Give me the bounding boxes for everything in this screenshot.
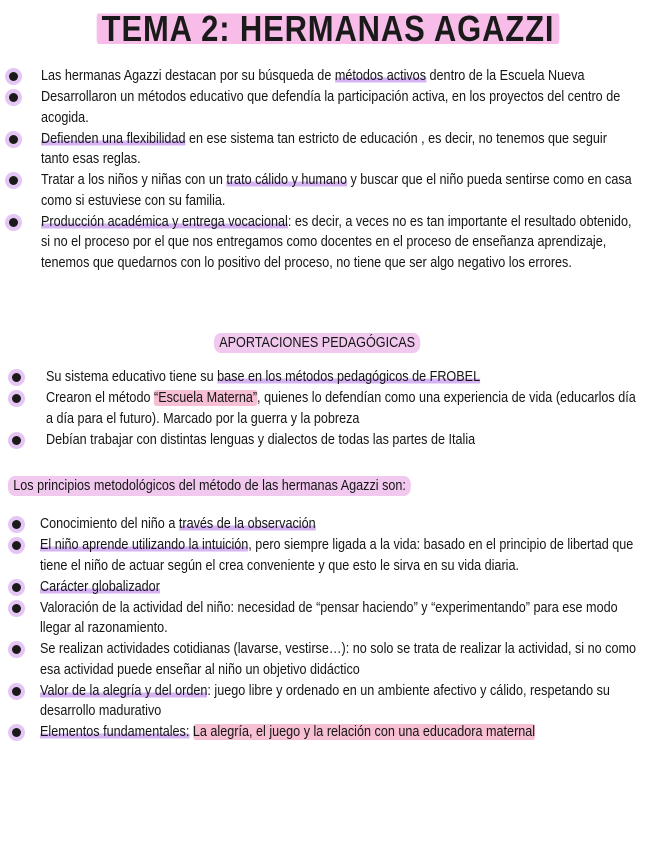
bullet-icon <box>12 645 21 654</box>
list-item <box>0 598 636 639</box>
text-segment: : juego libre y ordenado en un ambiente afectivo y cálido, respetando su desarrollo madurativo <box>40 682 610 719</box>
list-item-text <box>41 66 635 87</box>
text-segment: Debían trabajar con distintas lenguas y dialectos de todas las partes de Italia <box>46 431 476 448</box>
text-segment: Conocimiento del niño a <box>40 516 179 532</box>
bullet-icon <box>9 135 18 144</box>
bullet-icon <box>12 520 21 529</box>
list-item-text <box>41 129 635 170</box>
principles-heading: Los principios metodológicos del método de las hermanas Agazzi son: <box>8 476 411 496</box>
list-item-text <box>40 535 636 576</box>
highlighted-text: Valor de la alegría y del orden <box>40 682 208 699</box>
highlighted-text: Defienden una flexibilidad <box>41 130 186 147</box>
list-item <box>0 170 635 211</box>
list-item-text <box>40 639 636 680</box>
list-item <box>0 388 636 429</box>
highlighted-text: métodos activos <box>334 68 427 84</box>
list-item <box>0 514 636 535</box>
list-item-text <box>46 367 636 388</box>
intro-list <box>0 66 656 274</box>
text-segment: en ese sistema tan estricto de educación , es decir, no tenemos que seguir tanto esas reglas. <box>41 130 607 167</box>
text-segment: , pero siempre ligada a la vida: basado en el principio de libertad que tiene el niño de actuar según el crea conveniente y que esto le sirva en su vida diaria. <box>40 537 634 574</box>
highlighted-text: través de la observación <box>178 516 316 532</box>
list-item-text <box>40 722 636 743</box>
highlighted-text: La alegría, el juego y la relación con una educadora maternal <box>192 724 536 740</box>
text-segment: Valoración de la actividad del niño: necesidad de “pensar haciendo” y “experimentando” para ese modo llegar al razonamiento. <box>40 599 618 636</box>
highlighted-text: El niño aprende utilizando la intuición <box>40 537 249 553</box>
text-segment: dentro de la Escuela Nueva <box>426 68 585 84</box>
principios-list <box>0 514 656 743</box>
bullet-icon <box>9 72 18 81</box>
bullet-icon <box>12 373 21 382</box>
text-segment: Crearon el método <box>46 390 154 406</box>
list-item <box>0 367 636 388</box>
text-segment: , quienes lo defendían como una experiencia de vida (educarlos día a día para el futuro). Marcado por la guerra y la pobreza <box>46 390 636 427</box>
list-item-text <box>40 514 636 535</box>
text-segment: Se realizan actividades cotidianas (lavarse, vestirse…): no solo se trata de realizar la actividad, si no como esa actividad puede enseñar al niño un objetivo didáctico <box>40 641 637 678</box>
list-item <box>0 129 635 170</box>
text-segment: Desarrollaron un métodos educativo que defendía la participación activa, en los proyectos del centro de acogida. <box>41 89 621 126</box>
list-item-text <box>41 212 635 274</box>
list-item <box>0 577 636 598</box>
bullet-icon <box>9 93 18 102</box>
text-segment: : es decir, a veces no es tan importante el resultado obtenido, si no el proceso por el que nos entregamos como docentes en el proceso de enseñanza aprendizaje, tenemos que quedarnos con lo positivo del proceso, no tiene que ser algo negativo los errores. <box>41 213 632 271</box>
list-item-text <box>46 388 636 429</box>
text-segment: Las hermanas Agazzi destacan por su búsqueda de <box>41 68 335 84</box>
list-item-text <box>40 598 636 639</box>
highlighted-text: base en los métodos pedagógicos de FROBEL <box>217 369 481 385</box>
bullet-icon <box>9 176 18 185</box>
list-item <box>0 430 636 451</box>
title-text: TEMA 2: HERMANAS AGAZZI <box>97 8 560 49</box>
aportaciones-list <box>0 367 656 451</box>
highlighted-text: Carácter globalizador <box>40 578 160 595</box>
text-segment: y buscar que el niño pueda sentirse como en casa como si estuviese con su familia. <box>41 172 632 209</box>
highlighted-text: Producción académica y entrega vocacional <box>41 213 288 230</box>
text-segment: Tratar a los niños y niñas con un <box>41 172 227 188</box>
list-item <box>0 66 635 87</box>
bullet-icon <box>12 436 21 445</box>
bullet-icon <box>12 583 21 592</box>
bullet-icon <box>12 728 21 737</box>
highlighted-text: Elementos fundamentales: <box>40 724 190 740</box>
list-item-text <box>46 430 636 451</box>
section-heading-aportaciones: APORTACIONES PEDAGÓGICAS <box>214 333 420 353</box>
bullet-icon <box>12 687 21 696</box>
list-item <box>0 535 636 576</box>
highlighted-text: “Escuela Materna” <box>153 390 258 406</box>
bullet-icon <box>12 541 21 550</box>
list-item <box>0 722 636 743</box>
bullet-icon <box>9 218 18 227</box>
page-title <box>46 8 610 50</box>
list-item-text <box>41 87 635 128</box>
list-item <box>0 639 636 680</box>
list-item <box>0 87 635 128</box>
list-item <box>0 681 636 722</box>
text-segment: Su sistema educativo tiene su <box>46 369 218 385</box>
list-item-text <box>40 681 636 722</box>
list-item <box>0 212 635 274</box>
list-item-text <box>41 170 635 211</box>
bullet-icon <box>12 394 21 403</box>
list-item-text <box>40 577 636 598</box>
bullet-icon <box>12 604 21 613</box>
highlighted-text: trato cálido y humano <box>226 172 347 188</box>
